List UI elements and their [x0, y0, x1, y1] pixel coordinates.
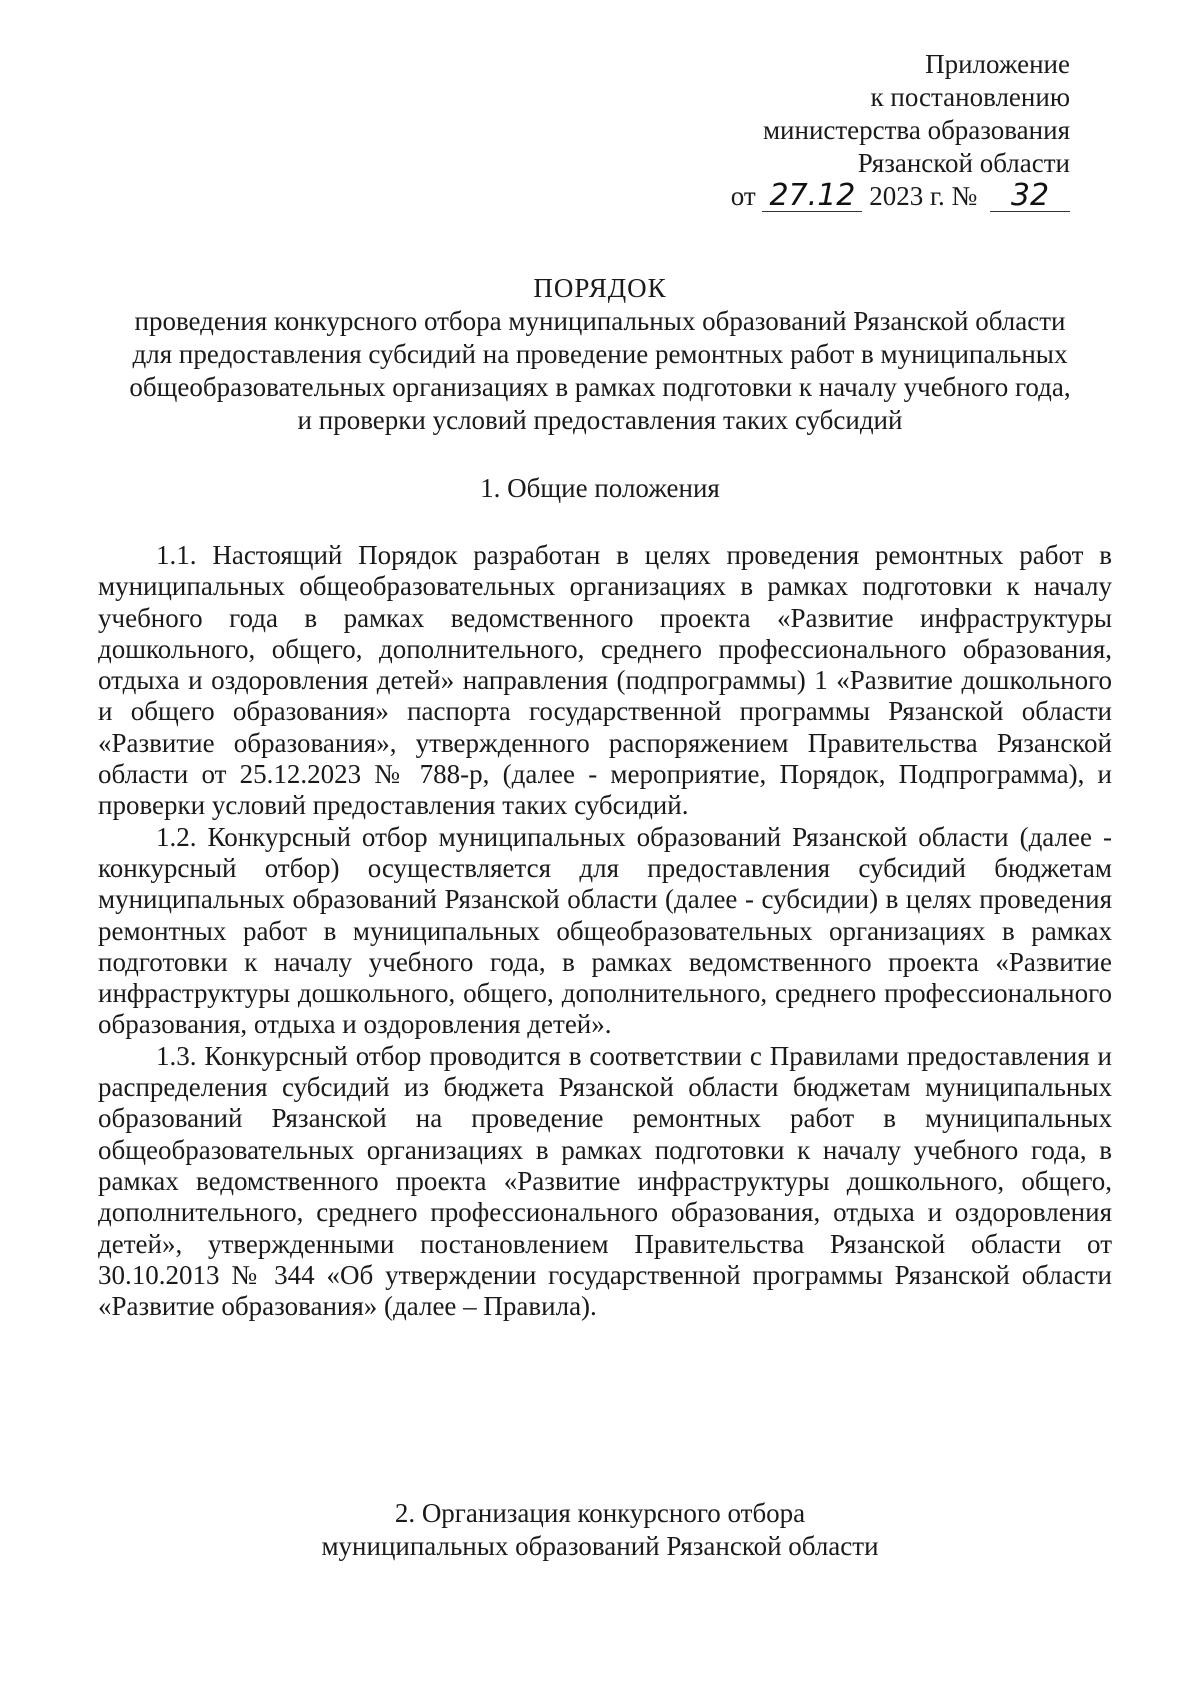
section-1-body — [98, 540, 1112, 1322]
handwritten-date: 27.12 — [762, 181, 862, 212]
title-line-3: общеобразовательных организациях в рамках подготовки к началу учебного года, — [129, 372, 1071, 402]
paragraph-1-1: 1.1. Настоящий Порядок разработан в целях проведения ремонтных работ в муниципальных общеобразовательных организациях в рамках подготовки к началу учебного года в рамках ведомственного проекта «Развитие инфраструктуры дошкольного, общего, дополнительного, среднего профессионального образования, отдыха и оздоровления детей» направления (подпрограммы) 1 «Развитие дошкольного и общего образования» паспорта государственной программы Рязанской области «Развитие образования», утвержденного распоряжением Правительства Рязанской области от 25.12.2023 № 788-р, (далее - мероприятие, Порядок, Подпрограмма), и проверки условий предоставления таких субсидий. — [98, 540, 1112, 821]
section-2-heading-line-2: муниципальных образований Рязанской области — [321, 1531, 879, 1561]
appendix-block — [731, 48, 1070, 213]
date-prefix: от — [730, 181, 756, 211]
title-line-1: проведения конкурсного отбора муниципальных образований Рязанской области — [134, 306, 1066, 336]
section-2-heading-line-1: 2. Организация конкурсного отбора — [394, 1498, 806, 1528]
date-year: 2023 г. № — [869, 181, 978, 211]
handwritten-number: 32 — [990, 181, 1070, 212]
title-line-2: для предоставления субсидий на проведение ремонтных работ в муниципальных — [132, 339, 1068, 369]
section-2-heading — [100, 1497, 1100, 1563]
section-1-heading — [100, 472, 1100, 505]
paragraph-1-3: 1.3. Конкурсный отбор проводится в соответствии с Правилами предоставления и распределения субсидий из бюджета Рязанской области бюджетам муниципальных образований Рязанской на проведение ремонтных работ в муниципальных общеобразовательных организациях в рамках подготовки к началу учебного года, в рамках ведомственного проекта «Развитие инфраструктуры дошкольного, общего, дополнительного, среднего профессионального образования, отдыха и оздоровления детей», утвержденными постановлением Правительства Рязанской области от 30.10.2013 № 344 «Об утверждении государственной программы Рязанской области «Развитие образования» (далее – Правила). — [98, 1040, 1112, 1322]
appendix-date-line — [731, 180, 1070, 213]
title-line-4: и проверки условий предоставления таких субсидий — [297, 405, 903, 435]
title-main: ПОРЯДОК — [533, 273, 667, 303]
appendix-line-1: Приложение — [925, 49, 1070, 79]
paragraph-1-2: 1.2. Конкурсный отбор муниципальных образований Рязанской области (далее - конкурсный отбор) осуществляется для предоставления субсидий бюджетам муниципальных образований Рязанской области (далее - субсидии) в целях проведения ремонтных работ в муниципальных общеобразовательных организациях в рамках подготовки к началу учебного года, в рамках ведомственного проекта «Развитие инфраструктуры дошкольного, общего, дополнительного, среднего профессионального образования, отдыха и оздоровления детей». — [98, 821, 1112, 1040]
appendix-line-3: министерства образования — [762, 115, 1070, 145]
appendix-line-4: Рязанской области — [857, 148, 1070, 178]
section-1-heading-text: 1. Общие положения — [480, 473, 720, 503]
appendix-line-2: к постановлению — [870, 82, 1070, 112]
document-title — [100, 272, 1100, 437]
